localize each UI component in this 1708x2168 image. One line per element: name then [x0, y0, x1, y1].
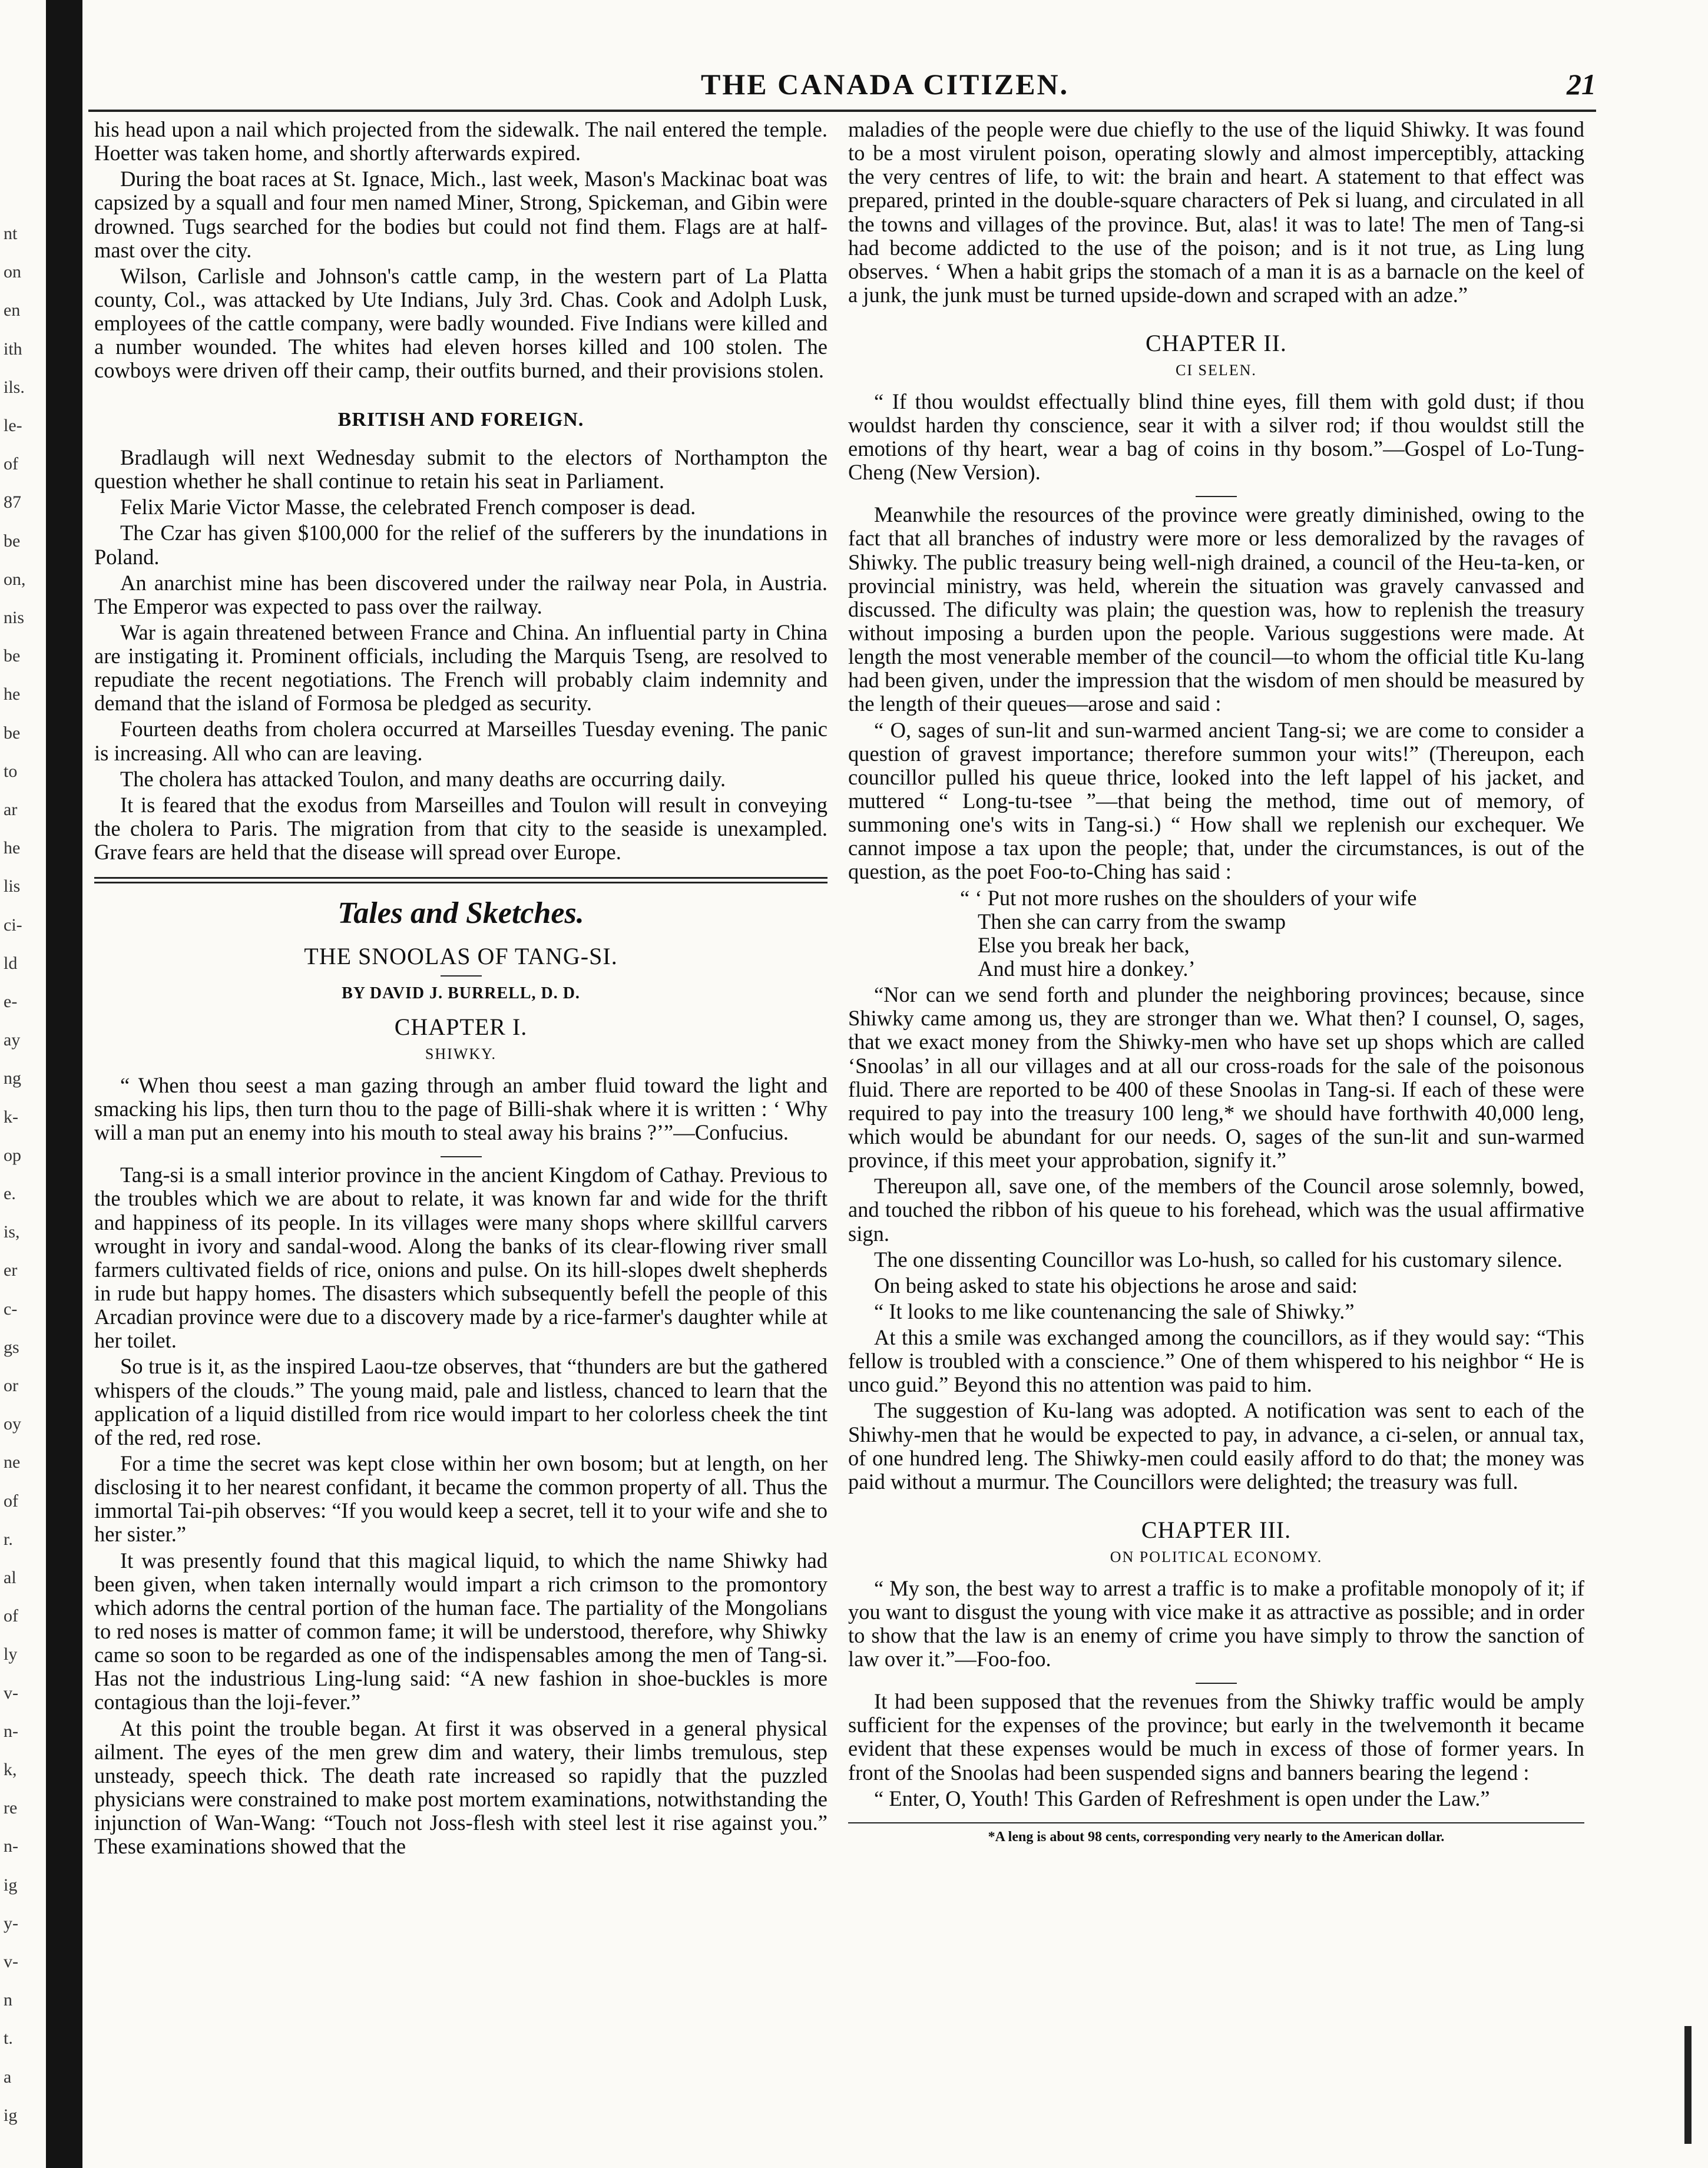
margin-fragment: of — [4, 1491, 18, 1511]
short-rule — [1196, 1683, 1237, 1684]
margin-fragment: ils. — [4, 378, 25, 397]
margin-fragment: a — [4, 2067, 12, 2087]
chapter-heading: CHAPTER I. — [394, 1014, 528, 1041]
chapter-subtitle: CI SELEN. — [1176, 362, 1257, 379]
news-paragraph: An anarchist mine has been discovered under the railway near Pola, in Austria. The Emperor was expected to pass over the railway. — [94, 570, 827, 618]
story-paragraph: At this a smile was exchanged among the councillors, as if they would say: “This fellow is troubled with a conscience.” One of them whispered to his neighbor “ He is unco guid.” Beyond this no attention was paid to him. — [848, 1325, 1584, 1397]
margin-fragment: ig — [4, 1875, 18, 1895]
margin-fragment: n — [4, 1990, 12, 2010]
margin-fragment: be — [4, 531, 21, 551]
right-column — [848, 118, 1584, 2109]
news-paragraph: It is feared that the exodus from Marseilles and Toulon will result in conveying the cholera to Paris. The migration from that city to the seaside is unexampled. Grave fears are held that the disease will spread over Europe. — [94, 792, 827, 865]
chapter-subtitle: SHIWKY. — [425, 1045, 497, 1063]
news-paragraph: The Czar has given $100,000 for the relief of the sufferers by the inundations in Poland. — [94, 521, 827, 569]
margin-fragment: or — [4, 1376, 18, 1395]
story-paragraph: It had been supposed that the revenues from the Shiwky traffic would be amply sufficient for the expenses of the province; but early in the twelvemonth it became evident that these expenses would be much in excess of those of former years. In front of the Snoolas had been suspended signs and banners bearing the legend : — [848, 1689, 1584, 1785]
margin-fragment: be — [4, 723, 21, 743]
binding-shadow — [46, 0, 82, 2168]
epigraph: “ When thou seest a man gazing through an amber fluid toward the light and smacking his lips, then turn thou to the page of Billi-shak where it is written : ‘ Why will a man put an enemy into his mouth to steal away his brains ?’”—Confucius. — [94, 1073, 827, 1145]
margin-fragment: on, — [4, 570, 26, 589]
margin-fragment: nt — [4, 224, 18, 243]
story-paragraph: Meanwhile the resources of the province were greatly diminished, owing to the fact that all branches of industry were more or less demoralized by the ravages of Shiwky. The public treasury being well-nigh drained, a council of the Heu-ta-ken, or provincial ministry, was held, wherein the situation was gravely canvassed and discussed. The dificulty was plain; the question was, how to replenish the treasury without imposing a burden upon the people. Various suggestions were made. At length the most venerable member of the council—to whom the official title Ku-lang had been given, under the impression that the wisdom of men should be measured by the length of their queues—arose and said : — [848, 502, 1584, 716]
margin-fragment: v- — [4, 1683, 18, 1703]
margin-fragment: ly — [4, 1644, 18, 1664]
margin-fragment: 87 — [4, 492, 21, 512]
epigraph: “ My son, the best way to arrest a traffic is to make a profitable monopoly of it; if you want to disgust the young with vice make it as attractive as possible; and in order to show that the law is an enemy of crime you have simply to throw the sanction of law over it.”—Foo-foo. — [848, 1575, 1584, 1671]
epigraph: “ If thou wouldst effectually blind thine eyes, fill them with gold dust; if thou wouldst harden thy conscience, sear it with a silver rod; if thou wouldst still the emotions of thy heart, wear a bag of coins in thy bosom.”—Gospel of Lo-Tung-Cheng (New Version). — [848, 389, 1584, 485]
chapter-heading: CHAPTER II. — [1146, 330, 1287, 357]
short-rule — [1196, 496, 1237, 497]
margin-fragment: v- — [4, 1952, 18, 1971]
section-heading-british: BRITISH AND FOREIGN. — [337, 408, 584, 431]
news-paragraph: Bradlaugh will next Wednesday submit to the electors of Northampton the question whether he shall continue to retain his seat in Parliament. — [94, 445, 827, 494]
margin-fragment: oy — [4, 1414, 21, 1434]
margin-fragment: n- — [4, 1836, 18, 1856]
story-paragraph: “Nor can we send forth and plunder the neighboring provinces; because, since Shiwky came among us, they are stronger than we. What then? I counsel, O, sages, that we exact money from the Shiwky-men who have set up shops which are called ‘Snoolas’ in all our villages and at all our cross-roads for the sale of the poisonous fluid. There are reported to be 400 of these Snoolas in Tang-si. If each of these were required to pay into the treasury 100 leng,* we should have forthwith 40,000 leng, which would be abundant for our needs. O, sages of the sun-lit and sun-warmed province, if this meet your approbation, signify it.” — [848, 982, 1584, 1173]
short-rule — [441, 975, 482, 977]
left-margin-bleed — [0, 0, 40, 2168]
margin-fragment: t. — [4, 2028, 13, 2048]
margin-fragment: ay — [4, 1030, 21, 1050]
story-paragraph: On being asked to state his objections he arose and said: — [874, 1273, 1358, 1298]
margin-fragment: ng — [4, 1068, 21, 1088]
newspaper-title: THE CANADA CITIZEN. — [701, 68, 1070, 101]
story-paragraph: maladies of the people were due chiefly to the use of the liquid Shiwky. It was found to be a most virulent poison, operating slowly and almost imperceptibly, attacking the very centres of life, to wit: the brain and heart. A statement to that effect was prepared, printed in the double-square characters of Pek si luang, and circulated in all the towns and villages of the province. But, alas! it was to late! The men of Tang-si had become addicted to the use of the poison; and is it not true, as Ling lung observes. ‘ When a habit grips the stomach of a man it is as a barnacle on the keel of a junk, the junk must be turned upside-down and scraped with an adze.” — [848, 118, 1584, 307]
margin-fragment: nis — [4, 608, 25, 627]
page-header — [88, 57, 1596, 112]
story-paragraph: “ O, sages of sun-lit and sun-warmed ancient Tang-si; we are come to consider a question of gravest importance; therefore summon your wits!” (Thereupon, each councillor pulled his queue thrice, looked into the left lappel of his jacket, and muttered “ Long-tu-tsee ”—that being the method, time out of memory, of summoning one's wits in Tang-si.) “ How shall we replenish our exchequer. We cannot impose a tax upon the people; that, under the circumstances, is out of the question, as the poet Foo-to-Ching has said : — [848, 717, 1584, 884]
story-title: THE SNOOLAS OF TANG-SI. — [304, 942, 618, 969]
story-paragraph: The suggestion of Ku-lang was adopted. A notification was sent to each of the Shiwhy-men that he would be expected to pay, in advance, a ci-selen, or annual tax, of one hundred leng. The Shiwky-men could easily afford to do that; the money was paid without a murmur. The Councillors were delighted; the treasury was full. — [848, 1398, 1584, 1494]
margin-fragment: he — [4, 838, 21, 858]
margin-fragment: be — [4, 646, 21, 666]
chapter-heading: CHAPTER III. — [1141, 1517, 1292, 1544]
verse-line: And must hire a donkey.’ — [978, 956, 1196, 981]
double-rule — [94, 877, 827, 883]
margin-fragment: of — [4, 1606, 18, 1626]
margin-fragment: en — [4, 300, 21, 320]
margin-fragment: r. — [4, 1530, 13, 1549]
verse-block — [848, 886, 1584, 981]
story-paragraph: Thereupon all, save one, of the members of the Council arose solemnly, bowed, and touched the ribbon of his queue to his forehead, which was the usual affirmative sign. — [848, 1174, 1584, 1246]
story-paragraph: “ It looks to me like countenancing the sale of Shiwky.” — [874, 1299, 1355, 1323]
margin-fragment: e- — [4, 992, 18, 1011]
margin-fragment: ld — [4, 954, 18, 973]
margin-fragment: is, — [4, 1222, 20, 1242]
margin-fragment: op — [4, 1146, 21, 1165]
news-paragraph: Felix Marie Victor Masse, the celebrated French composer is dead. — [120, 495, 696, 519]
margin-fragment: le- — [4, 416, 22, 435]
story-paragraph: It was presently found that this magical liquid, to which the name Shiwky had been given, when taken internally would impart a rich crimson to the promontory which adorns the central portion of the human face. The partiality of the Mongolians to red noses is matter of common fame; it will be understood, therefore, why Shiwky came so soon to be regarded as one of the indispensables among the men of Tang-si. Has not the industrious Ling-lung said: “A new fashion in shoe-buckles is more contagious than the loji-fever.” — [94, 1548, 827, 1714]
margin-fragment: ci- — [4, 915, 22, 935]
section-heading-tales: Tales and Sketches. — [337, 896, 584, 931]
chapter-subtitle: ON POLITICAL ECONOMY. — [1110, 1548, 1323, 1566]
margin-fragment: al — [4, 1568, 16, 1587]
margin-fragment: ar — [4, 800, 18, 819]
margin-fragment: lis — [4, 876, 21, 896]
verse-line: “ ‘ Put not more rushes on the shoulders of your wife — [960, 885, 1417, 910]
margin-fragment: k, — [4, 1760, 17, 1779]
right-edge-mark — [1684, 2026, 1692, 2144]
margin-fragment: ig — [4, 2106, 18, 2125]
margin-fragment: gs — [4, 1338, 19, 1357]
margin-fragment: on — [4, 262, 21, 282]
verse-line: Else you break her back, — [978, 932, 1190, 957]
news-paragraph: During the boat races at St. Ignace, Mich., last week, Mason's Mackinac boat was capsized by a squall and four men named Miner, Strong, Spickeman, and Gibin were drowned. Tugs searched for the bodies but could not find them. Flags are at half-mast over the city. — [94, 167, 827, 262]
news-paragraph: Fourteen deaths from cholera occurred at Marseilles Tuesday evening. The panic is increasing. All who can are leaving. — [94, 717, 827, 765]
margin-fragment: ne — [4, 1452, 21, 1472]
page-number: 21 — [1567, 68, 1596, 101]
margin-fragment: e. — [4, 1184, 16, 1203]
footnote: *A leng is about 98 cents, corresponding very nearly to the American dollar. — [848, 1822, 1584, 1845]
margin-fragment: y- — [4, 1914, 18, 1933]
margin-fragment: re — [4, 1798, 18, 1818]
news-paragraph: Wilson, Carlisle and Johnson's cattle camp, in the western part of La Platta county, Col., was attacked by Ute Indians, July 3rd. Chas. Cook and Adolph Lusk, employees of the cattle company, were badly wounded. Five Indians were killed and a number wounded. The whites had eleven horses killed and 100 stolen. The cowboys were driven off their camp, their outfits burned, and their provisions stolen. — [94, 263, 827, 383]
story-paragraph: “ Enter, O, Youth! This Garden of Refreshment is open under the Law.” — [874, 1786, 1490, 1810]
margin-fragment: n- — [4, 1722, 18, 1741]
short-rule — [441, 1156, 482, 1157]
verse-line: Then she can carry from the swamp — [978, 909, 1286, 934]
story-paragraph: Tang-si is a small interior province in the ancient Kingdom of Cathay. Previous to the troubles which we are about to relate, it was known far and wide for the thrift and happiness of its people. In its villages were many shops where skillful carvers wrought in ivory and sandal-wood. Along the banks of its clear-flowing river small farmers cultivated fields of rice, onions and pulse. On its hill-slopes dwelt shepherds in rude but happy homes. The disasters which subsequently befell the people of this Arcadian province were due to a discovery made by a rice-farmer's daughter while at her toilet. — [94, 1163, 827, 1353]
story-paragraph: At this point the trouble began. At first it was observed in a general physical ailment. The eyes of the men grew dim and watery, their limbs tremulous, step unsteady, speech thick. The death rate increased so rapidly that the puzzled physicians were constrained to make post mortem examinations, notwithstanding the injunction of Wan-Wang: “Touch not Joss-flesh with steel lest it rise against you.” These examinations showed that the — [94, 1716, 827, 1859]
margin-fragment: of — [4, 454, 18, 474]
left-column — [94, 118, 827, 2109]
margin-fragment: k- — [4, 1107, 18, 1127]
news-paragraph: his head upon a nail which projected from the sidewalk. The nail entered the temple. Hoetter was taken home, and shortly afterwards expired. — [94, 118, 827, 166]
news-paragraph: War is again threatened between France and China. An influential party in China are instigating it. Prominent officials, including the Marquis Tseng, are resolved to repudiate the recent negotiations. The French will probably claim indemnity and demand that the island of Formosa be pledged as security. — [94, 620, 827, 716]
margin-fragment: er — [4, 1260, 18, 1280]
margin-fragment: to — [4, 762, 18, 781]
story-paragraph: The one dissenting Councillor was Lo-hush, so called for his customary silence. — [874, 1247, 1563, 1272]
margin-fragment: c- — [4, 1299, 18, 1319]
story-paragraph: For a time the secret was kept close within her own bosom; but at length, on her disclosing it to her nearest confidant, it became the common property of all. Thus the immortal Tai-pih observes: “If you would keep a secret, tell it to your wife and she to her sister.” — [94, 1451, 827, 1547]
margin-fragment: he — [4, 684, 21, 704]
margin-fragment: ith — [4, 339, 22, 359]
story-paragraph: So true is it, as the inspired Laou-tze observes, that “thunders are but the gathered whispers of the clouds.” The young maid, pale and listless, chanced to learn that the application of a liquid distilled from rice would impart to her colorless cheek the tint of the red, red rose. — [94, 1354, 827, 1449]
news-paragraph: The cholera has attacked Toulon, and many deaths are occurring daily. — [120, 766, 726, 791]
byline: BY DAVID J. BURRELL, D. D. — [342, 984, 580, 1002]
